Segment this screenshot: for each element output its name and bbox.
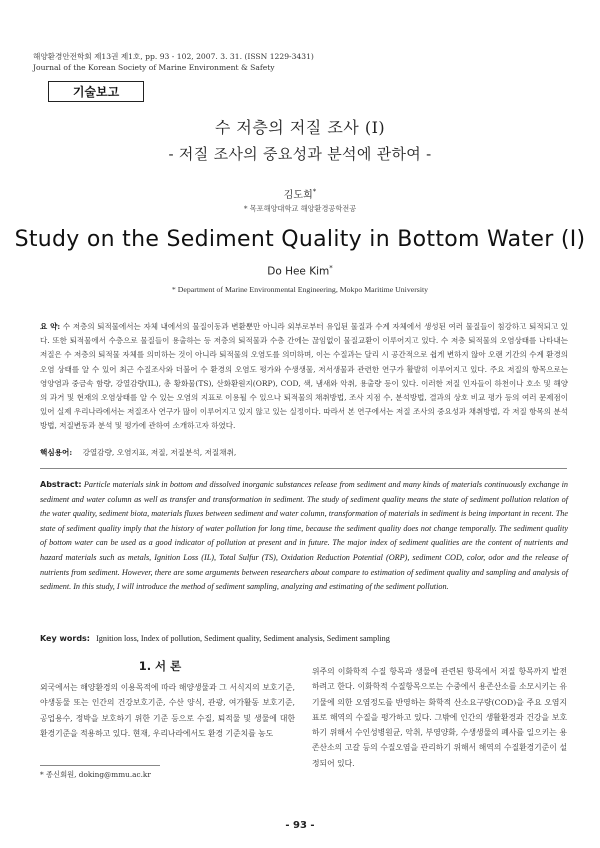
english-keywords-label: Key words: <box>40 634 91 643</box>
section-heading: 1. 서 론 <box>138 659 182 673</box>
english-author-name: Do Hee Kim <box>267 265 330 278</box>
korean-author-name: 김도희 <box>283 190 313 201</box>
footnote-divider <box>40 765 160 766</box>
english-abstract <box>40 478 568 595</box>
korean-abstract-label: 요 약: <box>40 322 61 331</box>
korean-abstract-text: 수 저층의 퇴적물에서는 자체 내에서의 물질이동과 변환뿐만 아니라 외부로부터 유입된 물질과 수계 자체에서 생성된 여러 물질들이 침강하고 퇴적되고 있다. 또한 퇴적물에서 수층으로 물질들이 용출하는 등 저층의 퇴적물과 수층 간에는 끊임없이 물질교환이 이루어지고 있다. 수 저층 퇴적물의 오염상태를 나타내는 저질은 수 저층의 퇴적물 자체를 의미하는 것이 아니라 퇴적물의 오염도를 의미하며, 이는 수질과는 달리 시 공간적으로 쉽게 변하지 않아 오랜 기간의 수계 환경의 오염 상태를 알 수 있어 최근 수질조사와 더불어 수 환경의 오염도 평가와 수생생물, 저서생물과 관련한 연구가 활발히 이루어지고 있다. 주요 저질의 항목으로는 영양염과 중금속 함량, 강열감량(IL), 총 황화물(TS), 산화환원지(ORP), COD, 색, 냄새와 악취, 용출량 등이 있다. 이러한 저질 인자들이 하천이나 호소 및 해양의 과거 및 현재의 오염상태를 알 수 있는 오염의 지표로 이용될 수 있으나 퇴적물의 채취방법, 조사 지점 수, 분석방법, 결과의 상호 비교 평가 등의 여러 문제점이 있어 실제 우리나라에서는 저질조사 연구가 많이 이루어지고 있지 않고 있는 실정이다. 따라서 본 연구에서는 저질 조사의 중요성과 채취방법, 각 저질 항목의 분석방법, 저질변동과 분석 및 평가에 관하여 소개하고자 하였다. <box>40 322 569 431</box>
korean-abstract <box>40 320 568 434</box>
english-affiliation: * Department of Marine Environmental Engineering, Mokpo Maritime University <box>171 285 429 294</box>
journal-name: Journal of the Korean Society of Marine Environment & Safety <box>33 63 275 72</box>
korean-author-mark: * <box>312 187 317 196</box>
abstract-divider <box>40 468 567 469</box>
korean-keywords <box>40 447 568 458</box>
korean-keywords-text: 강열감량, 오염지표, 저질, 저질분석, 저질채취, <box>82 448 237 457</box>
journal-header <box>33 51 314 73</box>
article-type-tag: 기술보고 <box>48 81 144 102</box>
journal-citation: 해양환경안전학회 제13권 제1호, pp. 93 - 102, 2007. 3. 31. (ISSN 1229-3431) <box>33 52 314 61</box>
page-number: - 93 - <box>285 820 315 831</box>
english-abstract-label: Abstract: <box>40 480 82 489</box>
korean-author <box>0 186 600 201</box>
english-author <box>0 264 600 278</box>
english-keywords-text: Ignition loss, Index of pollution, Sediment quality, Sediment analysis, Sediment sampling <box>96 634 390 643</box>
korean-subtitle: - 저질 조사의 중요성과 분석에 관하여 - <box>168 145 432 163</box>
footnote: * 종신회원, doking@mmu.ac.kr <box>40 770 151 779</box>
english-keywords <box>40 634 568 643</box>
english-abstract-text: Particle materials sink in bottom and dissolved inorganic substances release from sediment and many kinds of materials continuously exchange in sediment and water column as well as transfer and transformation in sediment. The study of sediment quality means the state of sediment pollution relation of the water quality, sediment biota, materials fluxes between sediment and water column, transformation of materials in sediment is being important in recent. The state of sediment quality imply that the history of water pollution for long time, because the sediment quality does not change temporally. The sediment quality of bottom water can be used as a good indicator of pollution at present and in future. The major index of sediment qualities are the content of nutrients and hazard materials such as metals, Ignition Loss (IL), Total Sulfur (TS), Oxidation Reduction Potential (ORP), sediment COD, color, odor and the release of nutrients from sediment. However, there are some arguments between researchers about compare to estimation of sediment quality and sampling and analysis of sediment. In this study, I will introduce the method of sediment sampling, analyzing and estimating of the sediment pollution. <box>40 480 569 592</box>
korean-affiliation: * 목포해양대학교 해양환경공학전공 <box>243 204 357 213</box>
english-author-mark: * <box>329 264 333 272</box>
korean-keywords-label: 핵심용어: <box>40 448 73 457</box>
body-column-right: 위주의 이화학적 수질 항목과 생물에 관련된 항목에서 저질 항목까지 발전하려고 한다. 이화학적 수질항목으로는 수중에서 용존산소를 소모시키는 유기물에 의한 오염정도를 반영하는 화학적 산소요구량(COD)을 주요 오염지표로 해역의 수질을 평가하고 있다. 그밖에 인간의 생활환경과 건강을 보호하기 위해서 수인성병원균, 악취, 부영양화, 수생생물의 폐사를 일으키는 용존산소의 고갈 등의 수질오염을 관리하기 위해서 해역의 수질환경기준이 설정되어 있다. <box>312 667 567 768</box>
english-title: Study on the Sediment Quality in Bottom Water (I) <box>14 227 586 252</box>
body-column-left: 외국에서는 해양환경의 이용목적에 따라 해양생물과 그 서식지의 보호기준, 야생동물 또는 인간의 건강보호기준, 수산 양식, 관광, 여가활동 보호기준, 공업용수, 정박을 보호하기 위한 기준 등으로 수질, 퇴적물 및 생물에 대한 환경기준을 적용하고 있다. 현재, 우리나라에서도 환경 기준치를 농도 <box>40 683 295 738</box>
korean-title: 수 저층의 저질 조사 (I) <box>214 118 386 137</box>
